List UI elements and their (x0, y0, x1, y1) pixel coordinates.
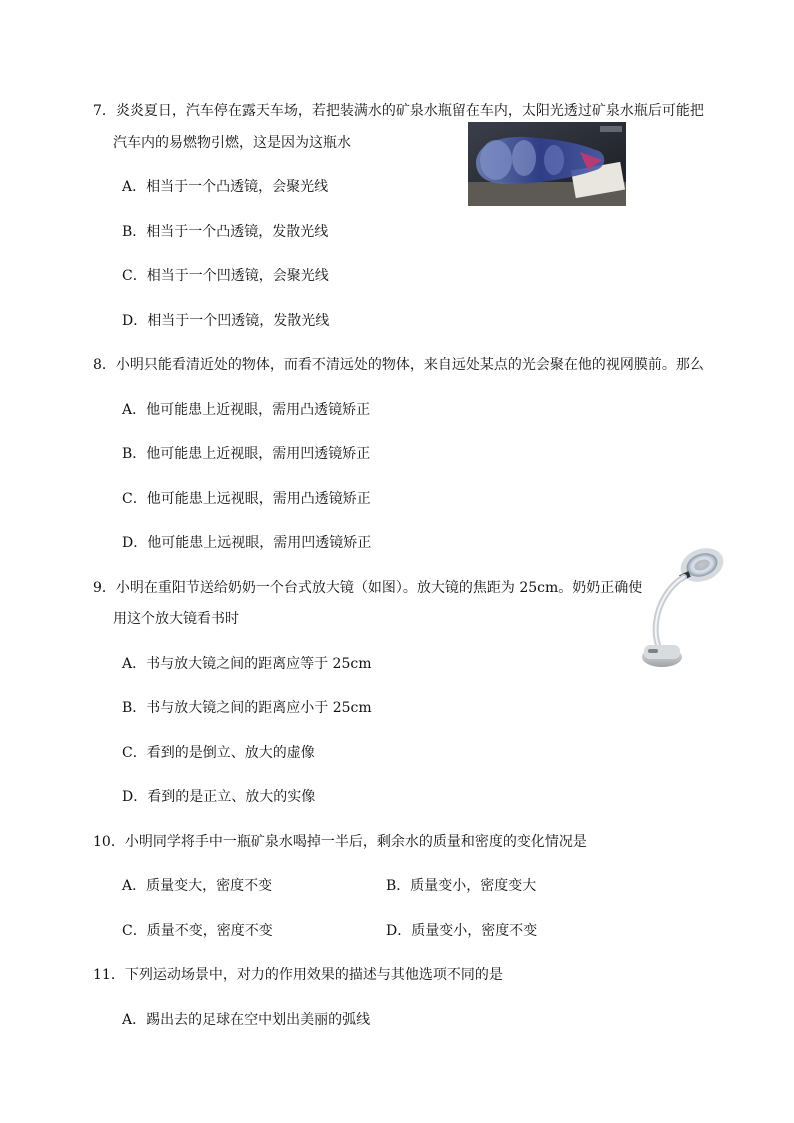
question-8-option-b: B．他可能患上近视眼，需用凹透镜矫正 (122, 446, 371, 462)
question-10-option-b: B．质量变小，密度变大 (386, 878, 537, 894)
question-7-option-d: D．相当于一个凹透镜，发散光线 (122, 313, 330, 329)
question-9-option-d: D．看到的是正立、放大的实像 (122, 789, 316, 805)
desk-magnifier-photo (640, 545, 730, 673)
question-8-option-a: A．他可能患上近视眼，需用凸透镜矫正 (122, 402, 371, 418)
question-9-stem-continued: 用这个放大镜看书时 (113, 611, 239, 627)
question-11-stem: 11．下列运动场景中，对力的作用效果的描述与其他选项不同的是 (93, 967, 503, 983)
question-10-option-d: D．质量变小，密度不变 (386, 923, 538, 939)
question-8-stem: 8．小明只能看清近处的物体，而看不清远处的物体，来自远处某点的光会聚在他的视网膜前。那么 (93, 357, 704, 373)
question-10-option-c: C．质量不变，密度不变 (122, 923, 273, 939)
question-7-option-b: B．相当于一个凸透镜，发散光线 (122, 224, 329, 240)
question-7-stem: 7．炎炎夏日，汽车停在露天车场，若把装满水的矿泉水瓶留在车内，太阳光透过矿泉水瓶后可能把 (93, 103, 704, 119)
question-10-stem: 10．小明同学将手中一瓶矿泉水喝掉一半后，剩余水的质量和密度的变化情况是 (93, 834, 587, 850)
question-9-option-c: C．看到的是倒立、放大的虚像 (122, 745, 315, 761)
question-7-option-c: C．相当于一个凹透镜，会聚光线 (122, 268, 329, 284)
question-7-stem-continued: 汽车内的易燃物引燃，这是因为这瓶水 (113, 135, 351, 151)
water-bottle-photo (468, 122, 626, 206)
question-8-option-c: C．他可能患上远视眼，需用凸透镜矫正 (122, 491, 371, 507)
question-7-option-a: A．相当于一个凸透镜，会聚光线 (122, 179, 329, 195)
question-9-option-b: B．书与放大镜之间的距离应小于 25cm (122, 700, 372, 716)
question-9-stem: 9．小明在重阳节送给奶奶一个台式放大镜（如图）。放大镜的焦距为 25cm。奶奶正确使 (93, 580, 643, 596)
question-10-option-a: A．质量变大，密度不变 (122, 878, 273, 894)
question-9-option-a: A．书与放大镜之间的距离应等于 25cm (122, 656, 372, 672)
question-11-option-a: A．踢出去的足球在空中划出美丽的弧线 (122, 1012, 371, 1028)
question-8-option-d: D．他可能患上远视眼，需用凹透镜矫正 (122, 535, 372, 551)
